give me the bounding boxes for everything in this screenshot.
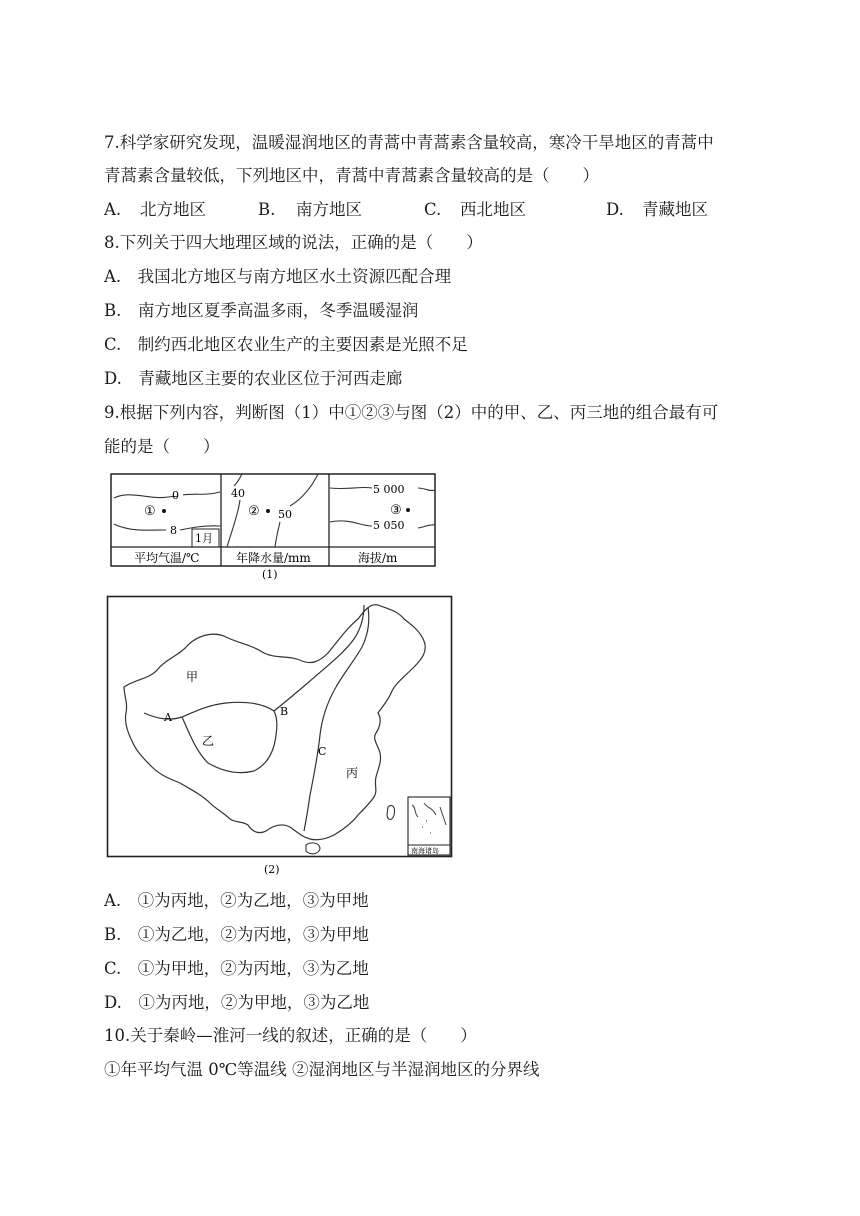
fig1-panel3-caption: 海拔/m — [358, 551, 398, 565]
q7-option-d-letter: D. — [606, 200, 624, 219]
q7-option-c-letter: C. — [424, 200, 442, 219]
region-yi-label: 乙 — [202, 734, 215, 748]
fig1-point-3-label: ③ — [390, 503, 402, 518]
line-a-label: A — [164, 711, 172, 724]
fig1-point-3-dot — [406, 508, 410, 512]
q7-option-a-text: 北方地区 — [140, 200, 206, 219]
q7-option-c-text: 西北地区 — [460, 200, 526, 219]
q7-option-b-letter: B. — [258, 200, 276, 219]
figure-1-isoline-panels — [110, 470, 440, 580]
q8-option-c: C. 制约西北地区农业生产的主要因素是光照不足 — [104, 335, 468, 354]
hainan-island — [306, 843, 320, 854]
fig2-isohyet-50-label: 50 — [278, 508, 292, 521]
q9-option-d: D. ①为丙地，②为甲地，③为乙地 — [104, 993, 370, 1012]
fig1-panel1-caption: 平均气温/℃ — [134, 551, 200, 565]
fig1-month-label: 1月 — [195, 532, 213, 545]
q8-stem: 8.下列关于四大地理区域的说法，正确的是（ ） — [104, 233, 483, 252]
inset-label: 南海诸岛 — [411, 847, 439, 855]
fig1-isotherm-8-label: 8 — [170, 524, 177, 537]
fig1-point-1-label: ① — [144, 504, 156, 519]
fig2-caption: (2) — [264, 863, 280, 876]
q9-option-a: A. ①为丙地，②为乙地，③为甲地 — [104, 891, 369, 910]
fig1-point-2-label: ② — [248, 504, 260, 519]
fig1-caption: (1) — [262, 568, 278, 580]
q10-statements: ①年平均气温 0℃等温线 ②湿润地区与半湿润地区的分界线 — [104, 1060, 540, 1079]
fig2-isohyet-40-label: 40 — [231, 487, 245, 500]
q9-stem-line1: 9.根据下列内容，判断图（1）中①②③与图（2）中的甲、乙、丙三地的组合最有可 — [104, 403, 719, 422]
region-bing-label: 丙 — [346, 766, 359, 780]
boundary-line-c — [304, 607, 369, 831]
q7-option-a-letter: A. — [104, 200, 122, 219]
taiwan-island — [387, 805, 395, 819]
q10-stem: 10.关于秦岭—淮河一线的叙述，正确的是（ ） — [104, 1026, 477, 1045]
q8-option-b: B. 南方地区夏季高温多雨，冬季温暖湿润 — [104, 301, 419, 320]
q7-option-d-text: 青藏地区 — [642, 200, 708, 219]
boundary-qingzang — [182, 711, 277, 773]
fig3-contour-5050-label: 5 050 — [373, 519, 405, 532]
q7-option-b-text: 南方地区 — [296, 200, 362, 219]
fig1-point-2-dot — [266, 509, 270, 513]
q8-option-d: D. 青藏地区主要的农业区位于河西走廊 — [104, 369, 403, 388]
q7-stem-line2: 青蒿素含量较低，下列地区中，青蒿中青蒿素含量较高的是（ ） — [104, 166, 599, 185]
q8-option-a: A. 我国北方地区与南方地区水土资源匹配合理 — [104, 267, 452, 286]
fig1-point-1-dot — [162, 509, 166, 513]
figure-2-china-map — [106, 595, 454, 877]
q9-option-c: C. ①为甲地，②为丙地，③为乙地 — [104, 959, 369, 978]
fig3-contour-5000-label: 5 000 — [373, 483, 405, 496]
fig1-isotherm-0-label: 0 — [172, 489, 179, 502]
line-c-label: C — [318, 745, 327, 758]
line-b-label: B — [280, 705, 289, 718]
q9-option-b: B. ①为乙地，②为丙地，③为甲地 — [104, 925, 369, 944]
q9-stem-line2: 能的是（ ） — [104, 437, 220, 456]
region-jia-label: 甲 — [186, 670, 199, 684]
q7-stem-line1: 7.科学家研究发现，温暖湿润地区的青蒿中青蒿素含量较高，寒冷干旱地区的青蒿中 — [104, 133, 714, 152]
fig1-panel2-caption: 年降水量/mm — [236, 551, 311, 565]
